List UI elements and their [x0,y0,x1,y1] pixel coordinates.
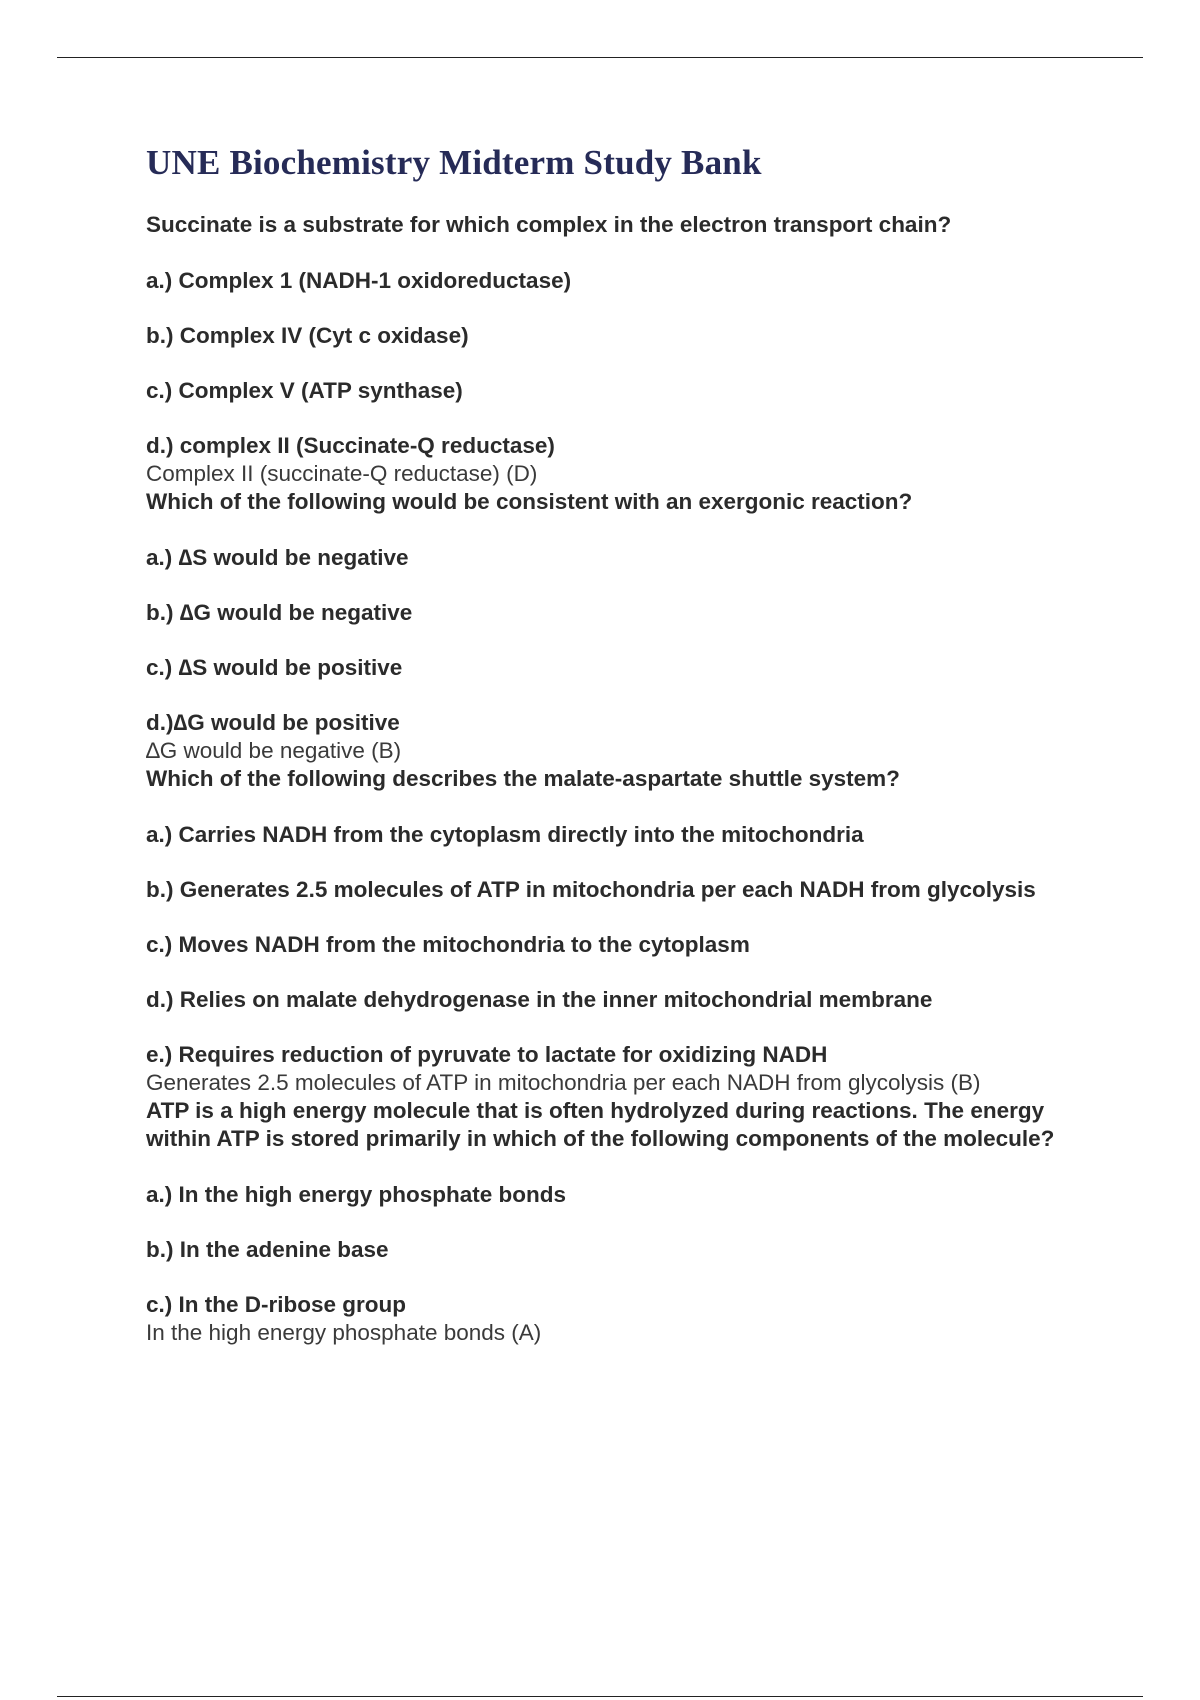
document-body [146,142,1106,1347]
question-block-1 [146,211,1106,488]
option-b: b.) Complex IV (Cyt c oxidase) [146,323,469,348]
answer-text: Generates 2.5 molecules of ATP in mitochondria per each NADH from glycolysis (B) [146,1070,981,1095]
option-a: a.) Carries NADH from the cytoplasm directly into the mitochondria [146,822,864,847]
option-c: c.) Complex V (ATP synthase) [146,378,463,403]
option-d: d.) Relies on malate dehydrogenase in the inner mitochondrial membrane [146,987,933,1012]
option-b: b.) Generates 2.5 molecules of ATP in mitochondria per each NADH from glycolysis [146,877,1036,902]
option-b: b.) In the adenine base [146,1237,389,1262]
option-d: d.)∆G would be positive [146,710,400,735]
option-a: a.) Complex 1 (NADH-1 oxidoreductase) [146,268,572,293]
answer-text: Complex II (succinate-Q reductase) (D) [146,461,538,486]
question-text: Which of the following describes the malate-aspartate shuttle system? [146,766,900,791]
question-text: Succinate is a substrate for which complex in the electron transport chain? [146,212,952,237]
answer-text: ∆G would be negative (B) [146,738,402,763]
document-title: UNE Biochemistry Midterm Study Bank [146,143,762,182]
option-a: a.) In the high energy phosphate bonds [146,1182,567,1207]
option-c: c.) ∆S would be positive [146,655,403,680]
option-e: e.) Requires reduction of pyruvate to lactate for oxidizing NADH [146,1042,828,1067]
question-block-4 [146,1097,1106,1347]
answer-text: In the high energy phosphate bonds (A) [146,1320,542,1345]
option-c: c.) Moves NADH from the mitochondria to the cytoplasm [146,932,750,957]
bottom-rule [57,1696,1143,1697]
question-block-2 [146,488,1106,765]
option-a: a.) ∆S would be negative [146,545,409,570]
option-b: b.) ∆G would be negative [146,600,413,625]
question-text: ATP is a high energy molecule that is often hydrolyzed during reactions. The energy within ATP is stored primarily in which of the following components of the molecule? [146,1098,1055,1151]
question-block-3 [146,765,1106,1097]
option-c: c.) In the D-ribose group [146,1292,407,1317]
top-rule [57,57,1143,58]
question-text: Which of the following would be consistent with an exergonic reaction? [146,489,913,514]
option-d: d.) complex II (Succinate-Q reductase) [146,433,555,458]
